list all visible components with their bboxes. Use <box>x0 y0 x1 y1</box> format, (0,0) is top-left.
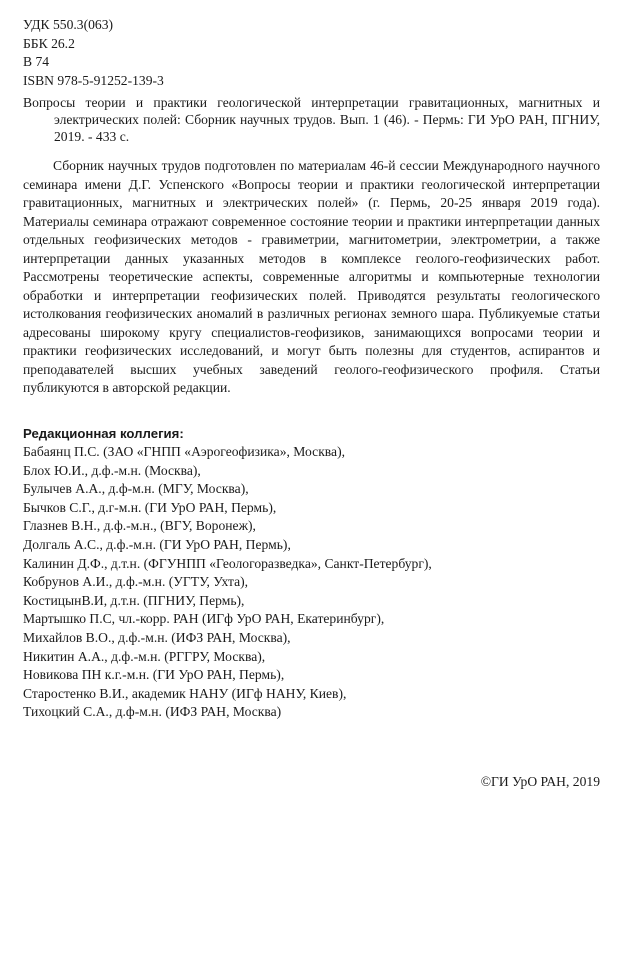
editorial-board-member: Бабаянц П.С. (ЗАО «ГНПП «Аэрогеофизика», Москва), <box>23 444 346 459</box>
editorial-board-member: Долгаль А.С., д.ф.-м.н. (ГИ УрО РАН, Пермь), <box>23 536 291 552</box>
editorial-board-member: КостицынВ.И, д.т.н. (ПГНИУ, Пермь), <box>23 592 245 608</box>
editorial-board-member: Мартышко П.С, чл.-корр. РАН (ИГф УрО РАН, Екатеринбург), <box>23 611 385 627</box>
editorial-board-member: Глазнев В.Н., д.ф.-м.н., (ВГУ, Воронеж), <box>23 518 256 534</box>
editorial-board-member: Старостенко В.И., академик НАНУ (ИГф НАНУ, Киев), <box>23 685 347 701</box>
udk-code: УДК 550.3(063) <box>23 17 114 32</box>
bibliographic-codes <box>23 16 600 90</box>
editorial-board-member: Блох Ю.И., д.ф.-м.н. (Москва), <box>23 462 201 478</box>
editorial-board-member: Тихоцкий С.А., д.ф-м.н. (ИФЗ РАН, Москва) <box>23 704 282 720</box>
bibliographic-description: Вопросы теории и практики геологической интерпретации гравитационных, магнитных и электрических полей: Сборник научных трудов. Вып. 1 (46). - Пермь: ГИ УрО РАН, ПГНИУ, 2019. - 433 с. <box>23 95 600 144</box>
isbn: ISBN 978-5-91252-139-3 <box>23 72 164 88</box>
editorial-board-member: Никитин А.А., д.ф.-м.н. (РГГРУ, Москва), <box>23 648 266 664</box>
editorial-board-title: Редакционная коллегия: <box>23 425 184 441</box>
editorial-board-member: Михайлов В.О., д.ф.-м.н. (ИФЗ РАН, Москва), <box>23 629 291 645</box>
editorial-board-member: Новикова ПН к.г.-м.н. (ГИ УрО РАН, Пермь), <box>23 667 285 683</box>
editorial-board-member: Кобрунов А.И., д.ф.-м.н. (УГТУ, Ухта), <box>23 574 249 590</box>
author-sign-code: В 74 <box>23 54 50 69</box>
editorial-board-member: Булычев А.А., д.ф-м.н. (МГУ, Москва), <box>23 481 249 497</box>
editorial-board-list <box>23 443 600 722</box>
abstract-paragraph: Сборник научных трудов подготовлен по материалам 46-й сессии Международного научного семинара имени Д.Г. Успенского «Вопросы теории и практики геологической интерпретации гравитационных, магнитных и электрических полей» (г. Пермь, 20-25 января 2019 года). Материалы семинара отражают современное состояние теории и практики интерпретации данных отдельных геофизических методов - гравиметрии, магнитометрии, электрометрии, а также интерпретации данных указанных методов в комплексе геолого-геофизических работ. Рассмотрены теоретические аспекты, современные алгоритмы и компьютерные технологии обработки и интерпретации геофизических полей. Приводятся результаты геологического истолкования геофизических аномалий в различных регионах земного шара. Публикуемые статьи адресованы широкому кругу специалистов-геофизиков, занимающихся вопросами теории и практики геофизических исследований, и могут быть полезны для студентов, аспирантов и преподавателей высших учебных заведений геолого-геофизического профиля. Статьи публикуются в авторской редакции. <box>23 158 600 395</box>
copyright-notice: ©ГИ УрО РАН, 2019 <box>480 774 600 789</box>
bbk-code: ББК 26.2 <box>23 35 75 51</box>
editorial-board-member: Бычков С.Г., д.г-м.н. (ГИ УрО РАН, Пермь), <box>23 499 277 515</box>
editorial-board-member: Калинин Д.Ф., д.т.н. (ФГУНПП «Геологоразведка», Санкт-Петербург), <box>23 555 432 571</box>
